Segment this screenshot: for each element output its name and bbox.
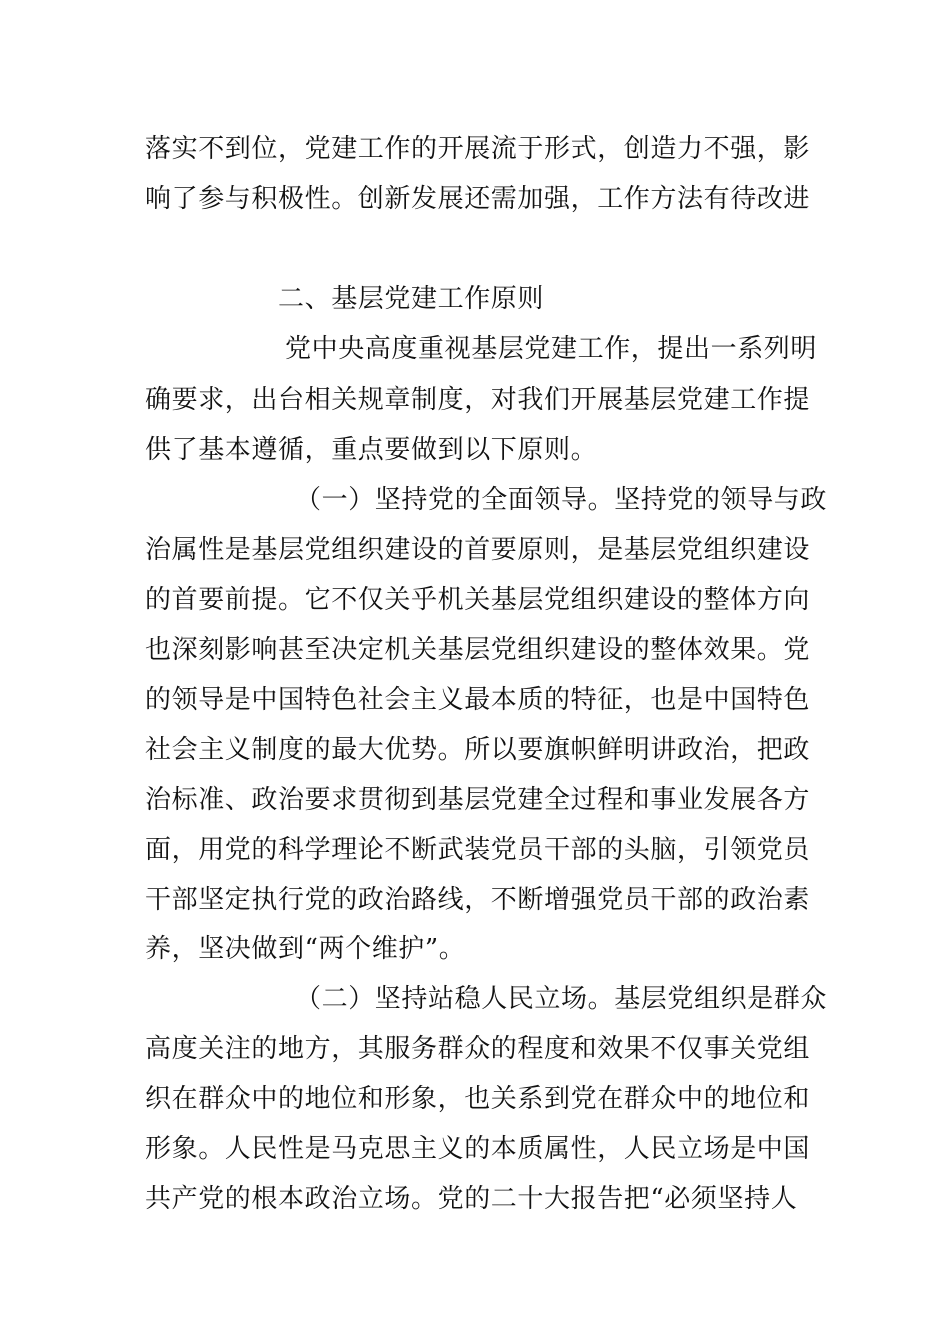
text-line: 也深刻影响甚至决定机关基层党组织建设的整体效果。党 xyxy=(145,635,811,665)
text-line: 的领导是中国特色社会主义最本质的特征，也是中国特色 xyxy=(145,685,811,715)
text-line: 治属性是基层党组织建设的首要原则，是基层党组织建设 xyxy=(145,535,811,565)
text-line: 响了参与积极性。创新发展还需加强，工作方法有待改进 xyxy=(145,184,811,214)
text-line: 织在群众中的地位和形象，也关系到党在群众中的地位和 xyxy=(145,1084,811,1114)
text-line: 落实不到位，党建工作的开展流于形式，创造力不强，影 xyxy=(145,134,811,164)
text-line: 形象。人民性是马克思主义的本质属性，人民立场是中国 xyxy=(145,1134,811,1164)
subsection-heading: （一）坚持党的全面领导。坚持党的领导与政 xyxy=(295,485,828,515)
text-line: 高度关注的地方，其服务群众的程度和效果不仅事关党组 xyxy=(145,1034,811,1064)
text-line: 党中央高度重视基层党建工作，提出一系列明 xyxy=(285,334,818,364)
text-line: 养，坚决做到“两个维护”。 xyxy=(145,934,466,964)
section-heading: 二、基层党建工作原则 xyxy=(278,284,545,314)
text-line: 面，用党的科学理论不断武装党员干部的头脑，引领党员 xyxy=(145,835,811,865)
text-line: 干部坚定执行党的政治路线，不断增强党员干部的政治素 xyxy=(145,885,811,915)
text-line: 供了基本遵循，重点要做到以下原则。 xyxy=(145,435,598,465)
text-line: 共产党的根本政治立场。党的二十大报告把“必须坚持人 xyxy=(145,1184,798,1214)
text-line: 治标准、政治要求贯彻到基层党建全过程和事业发展各方 xyxy=(145,785,811,815)
text-line: 的首要前提。它不仅关乎机关基层党组织建设的整体方向 xyxy=(145,585,811,615)
text-line: 社会主义制度的最大优势。所以要旗帜鲜明讲政治，把政 xyxy=(145,735,811,765)
text-line: 确要求，出台相关规章制度，对我们开展基层党建工作提 xyxy=(145,385,811,415)
subsection-heading: （二）坚持站稳人民立场。基层党组织是群众 xyxy=(295,984,828,1014)
